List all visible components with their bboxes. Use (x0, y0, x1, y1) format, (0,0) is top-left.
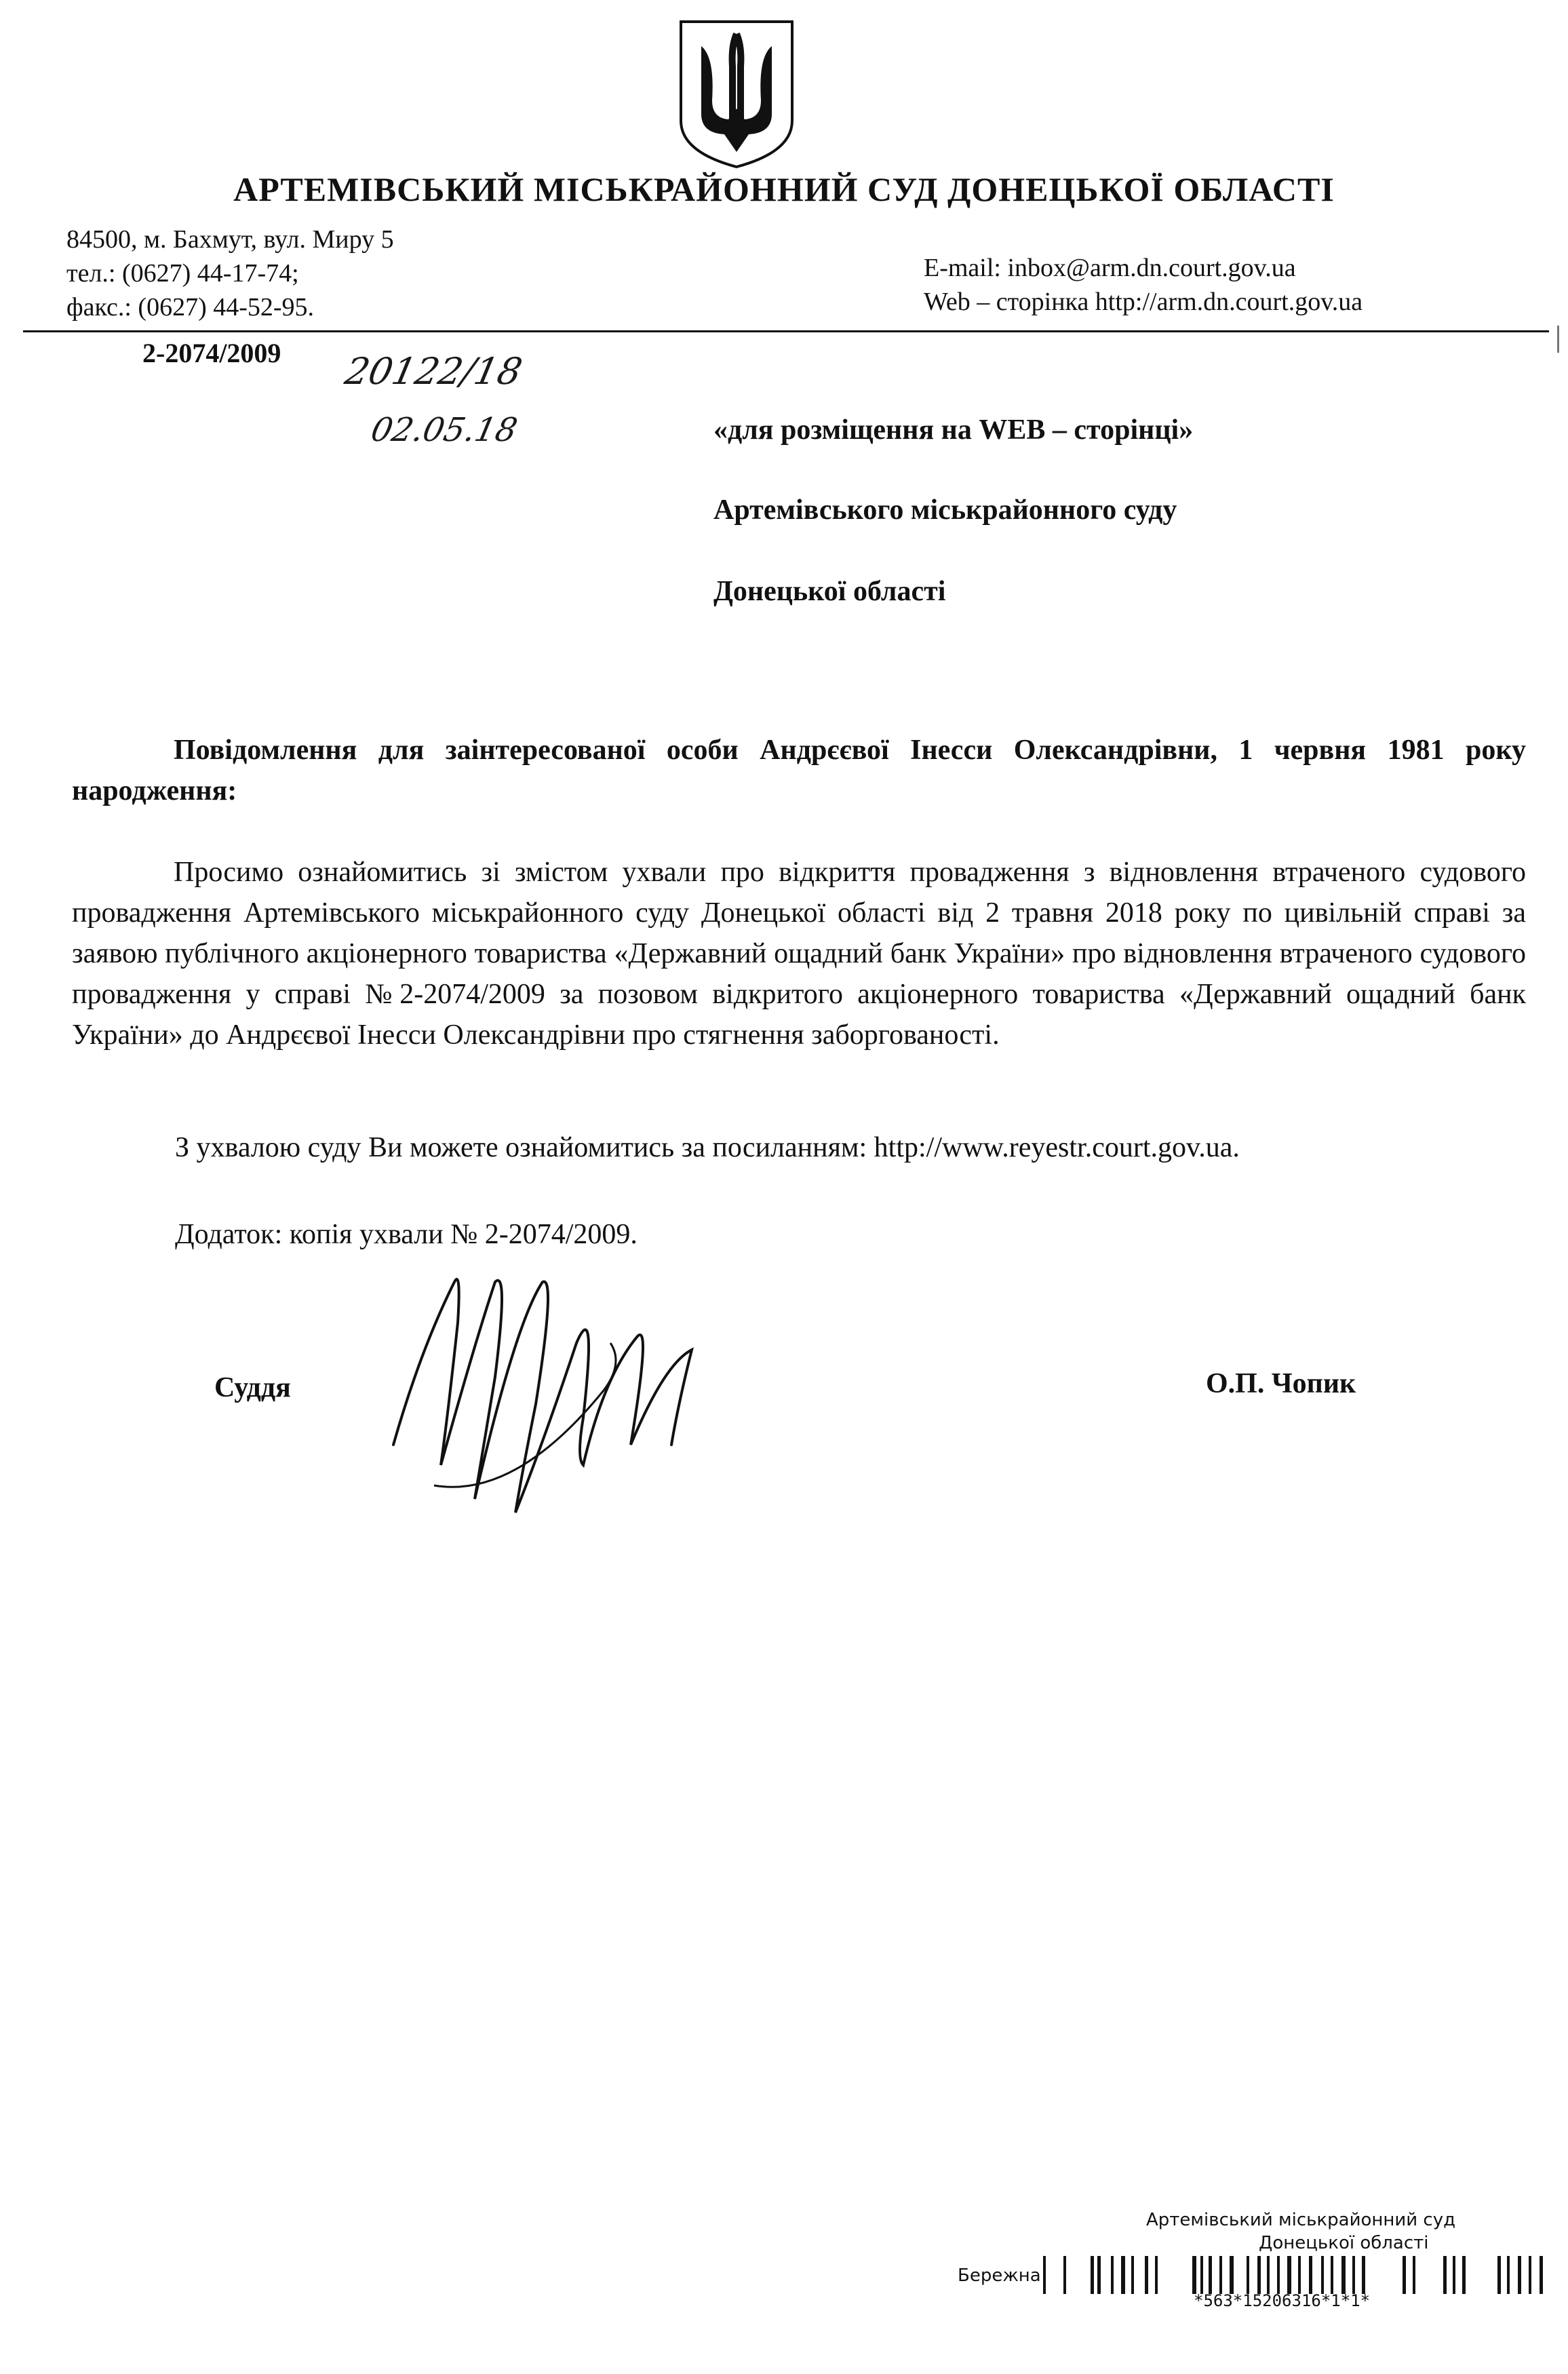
coat-of-arms-icon (677, 19, 796, 170)
court-web: Web – сторінка http://arm.dn.court.gov.ua (924, 288, 1363, 316)
judge-title: Суддя (214, 1372, 291, 1403)
contact-left (66, 222, 394, 324)
court-phone: тел.: (0627) 44-17-74; (66, 259, 299, 288)
link-line: З ухвалою суду Ви можете ознайомитись за посиланням: http://www.reyestr.court.gov.ua. (175, 1132, 1240, 1163)
attachment-line: Додаток: копія ухвали № 2-2074/2009. (175, 1219, 638, 1250)
scan-edge-mark (1557, 326, 1559, 353)
contact-right (924, 251, 1363, 319)
barcode-number: *563*15206316*1*1* (1194, 2291, 1371, 2310)
case-number: 2-2074/2009 (142, 338, 281, 368)
court-fax: факс.: (0627) 44-52-95. (66, 293, 315, 322)
main-text: Просимо ознайомитись зі змістом ухвали про відкриття провадження з відновлення втраченого судового провадження Артемівського міськрайонного суду Донецької області від 2 травня 2018 року по цивільній справі за заявою публічного акціонерного товариства «Державний ощадний банк України» про відновлення втраченого судового провадження у справі №2-2074/2009 за позовом відкритого акціонерного товариства «Державний ощадний банк України» до Андрєєвої Інесси Олександрівни про стягнення заборгованості. (72, 857, 1526, 1051)
addressee-line-1: «для розміщення на WEB – сторінці» (713, 414, 1194, 446)
court-name: АРТЕМІВСЬКИЙ МІСЬКРАЙОННИЙ СУД ДОНЕЦЬКОЇ ОБЛАСТІ (233, 170, 1335, 208)
stamp-person: Бережна (958, 2265, 1041, 2286)
judge-name: О.П. Чопик (1206, 1368, 1356, 1399)
signature-drawing (380, 1241, 732, 1526)
court-address: 84500, м. Бахмут, вул. Миру 5 (66, 225, 394, 254)
addressee-line-3: Донецької області (713, 576, 946, 607)
notice-title: Повідомлення для заінтересованої особи Андрєєвої Інесси Олександрівни, 1 червня 1981 року народження: (72, 735, 1526, 806)
barcode (1043, 2256, 1545, 2294)
handwritten-date: 02.05.18 (368, 411, 521, 449)
addressee-line-2: Артемівського міськрайонного суду (713, 494, 1177, 526)
stamp-court-name: Артемівський міськрайонний суд (1146, 2210, 1456, 2230)
stamp-region: Донецької області (1259, 2233, 1429, 2253)
header-divider (23, 330, 1549, 332)
court-email: E-mail: inbox@arm.dn.court.gov.ua (924, 254, 1296, 282)
handwritten-registration: 20122/18 (341, 350, 526, 393)
